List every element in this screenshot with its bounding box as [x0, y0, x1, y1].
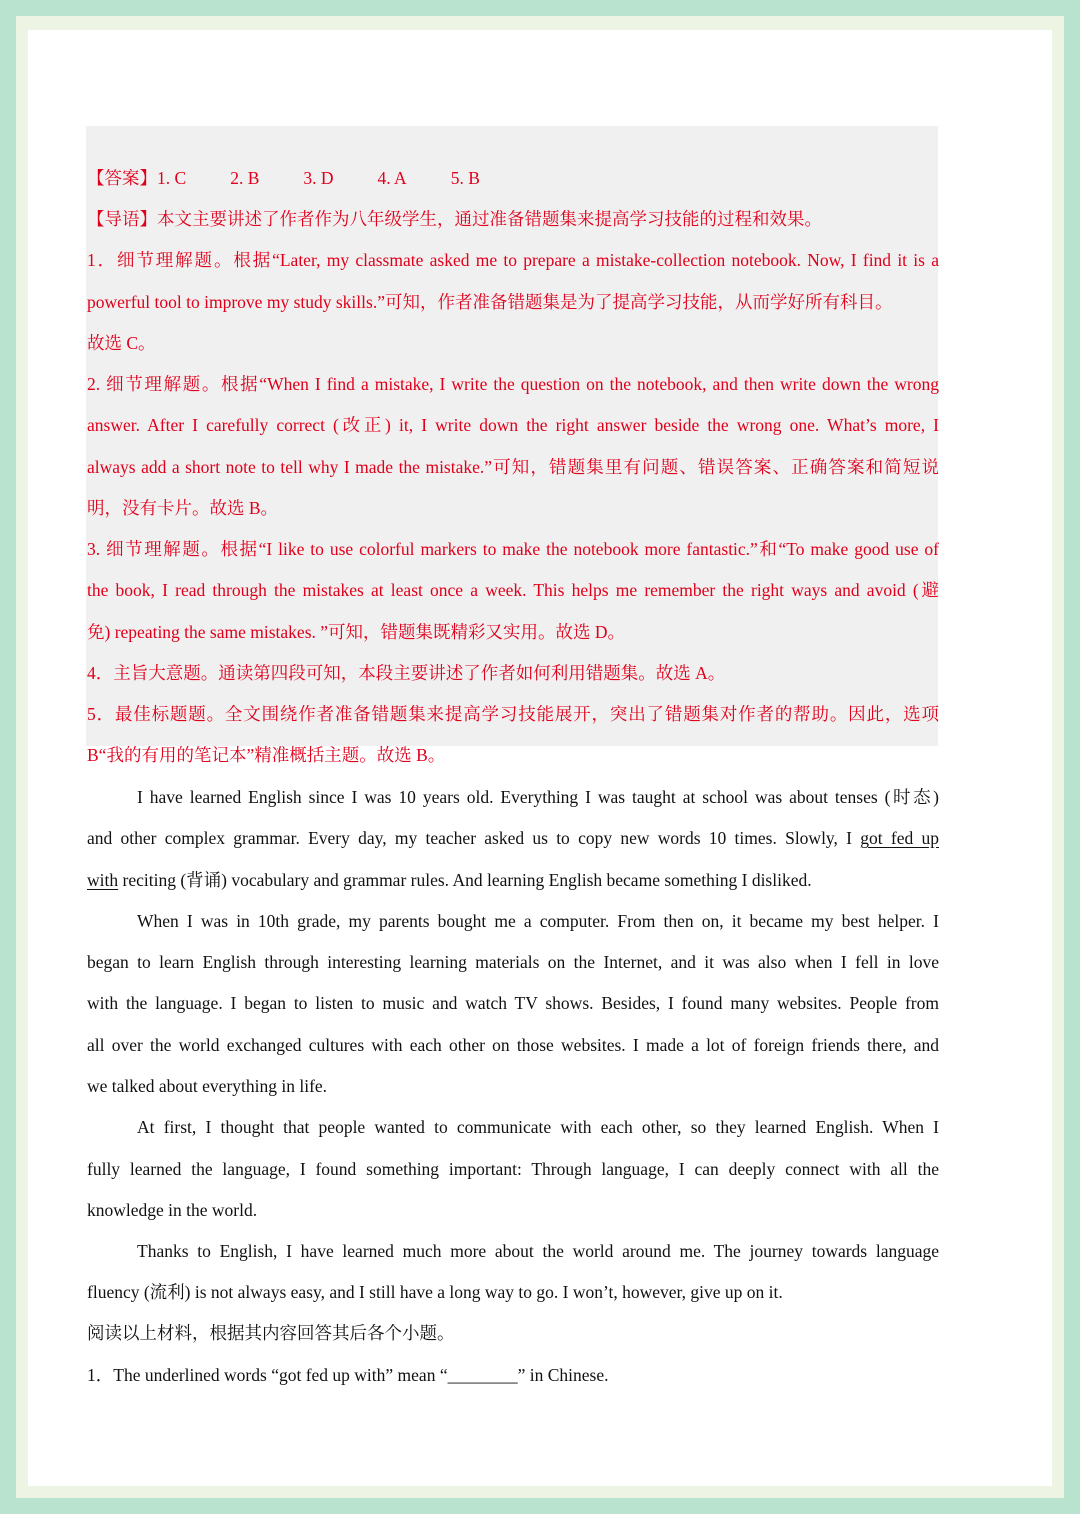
- question-1: 1．The underlined words “got fed up with” mean “________” in Chinese.: [87, 1365, 609, 1385]
- analysis-line: 1．细节理解题。根据“Later, my classmate asked me to prepare a mistake-collection notebook. Now, I find it is a: [87, 250, 939, 270]
- answer-item: 5. B: [450, 168, 480, 188]
- answer-key-line: [87, 166, 939, 190]
- passage-line: knowledge in the world.: [87, 1200, 258, 1220]
- passage-text: reciting (背诵) vocabulary and grammar rules. And learning English became something I disliked.: [118, 870, 812, 890]
- analysis-line: 3. 细节理解题。根据“I like to use colorful markers to make the notebook more fantastic.”和“To make good use of: [87, 539, 939, 559]
- analysis-line: the book, I read through the mistakes at least once a week. This helps me remember the right ways and avoid (避: [87, 580, 939, 600]
- answer-item: 3. D: [303, 168, 334, 188]
- analysis-line: B“我的有用的笔记本”精准概括主题。故选 B。: [87, 745, 446, 765]
- passage-line: fluency (流利) is not always easy, and I still have a long way to go. I won’t, however, give up on it.: [87, 1282, 783, 1302]
- passage-line: I have learned English since I was 10 years old. Everything I was taught at school was about tenses (时态): [137, 787, 939, 807]
- passage-line: fully learned the language, I found something important: Through language, I can deeply connect with all the: [87, 1159, 939, 1179]
- passage-line: When I was in 10th grade, my parents bought me a computer. From then on, it became my best helper. I: [137, 911, 939, 931]
- analysis-line: 免) repeating the same mistakes. ”可知，错题集既精彩又实用。故选 D。: [87, 622, 626, 642]
- analysis-line: 4．主旨大意题。通读第四段可知，本段主要讲述了作者如何利用错题集。故选 A。: [87, 663, 726, 683]
- passage-line: with the language. I began to listen to music and watch TV shows. Besides, I found many websites. People from: [87, 993, 939, 1013]
- answer-item: 1. C: [157, 168, 187, 188]
- underlined-phrase: with: [87, 870, 119, 890]
- passage-line: [87, 868, 939, 892]
- passage-line: Thanks to English, I have learned much more about the world around me. The journey towards language: [137, 1241, 939, 1261]
- answer-label: 【答案】: [87, 168, 157, 188]
- instruction-line: 阅读以上材料，根据其内容回答其后各个小题。: [87, 1323, 455, 1343]
- passage-line: began to learn English through interesting learning materials on the Internet, and it was also when I fell in love: [87, 952, 939, 972]
- answer-item: 2. B: [230, 168, 260, 188]
- passage-text: and other complex grammar. Every day, my teacher asked us to copy new words 10 times. Slowly, I: [87, 828, 861, 848]
- underlined-phrase: got fed up: [860, 828, 939, 848]
- analysis-line: 故选 C。: [87, 333, 156, 353]
- passage-line: [87, 826, 939, 850]
- passage-line: all over the world exchanged cultures with each other on those websites. I made a lot of foreign friends there, and: [87, 1035, 939, 1055]
- analysis-line: 2. 细节理解题。根据“When I find a mistake, I write the question on the notebook, and then write down the wrong: [87, 374, 939, 394]
- analysis-line: always add a short note to tell why I made the mistake.”可知，错题集里有问题、错误答案、正确答案和简短说: [87, 457, 939, 477]
- passage-line: At first, I thought that people wanted to communicate with each other, so they learned English. When I: [137, 1117, 939, 1137]
- intro-line: 【导语】本文主要讲述了作者作为八年级学生，通过准备错题集来提高学习技能的过程和效果。: [87, 209, 822, 229]
- analysis-line: answer. After I carefully correct (改正) it, I write down the right answer beside the wrong one. What’s more, I: [87, 415, 939, 435]
- passage-line: we talked about everything in life.: [87, 1076, 328, 1096]
- analysis-line: 明，没有卡片。故选 B。: [87, 498, 279, 518]
- analysis-line: 5．最佳标题题。全文围绕作者准备错题集来提高学习技能展开，突出了错题集对作者的帮助。因此，选项: [87, 704, 939, 724]
- analysis-line: powerful tool to improve my study skills.”可知，作者准备错题集是为了提高学习技能，从而学好所有科目。: [87, 292, 893, 312]
- answer-item: 4. A: [377, 168, 407, 188]
